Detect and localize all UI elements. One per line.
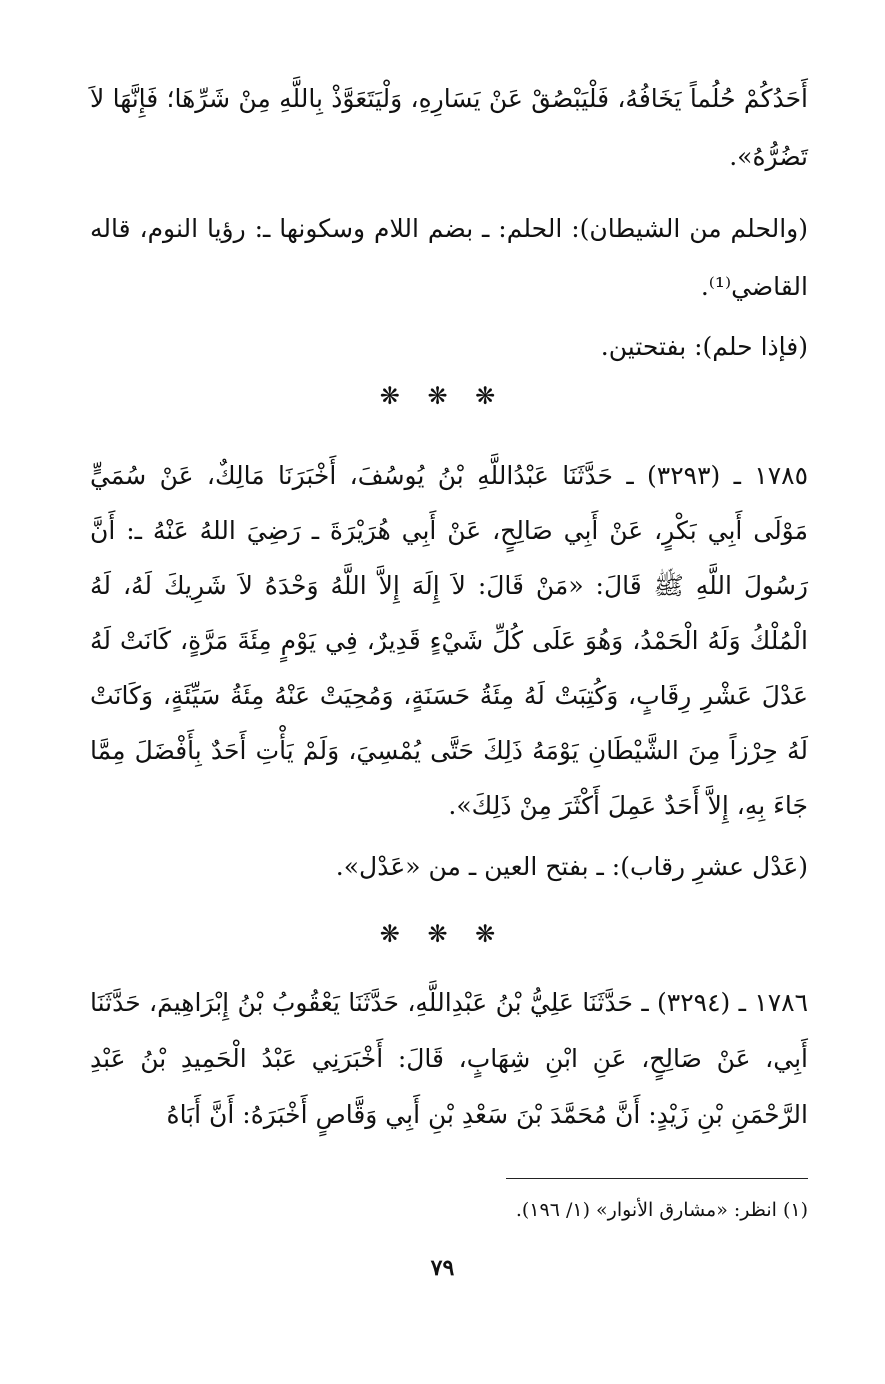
paragraph-hadith-ending: أَحَدُكُمْ حُلُماً يَخَافُهُ، فَلْيَبْصُقْ عَنْ يَسَارِهِ، وَلْيَتَعَوَّذْ بِاللَّهِ مِنْ شَرِّهَا؛ فَإِنَّهَا لاَ تَضُرُّهُ». (90, 84, 808, 171)
footnote-divider (506, 1178, 808, 1179)
section-separator: ❋ ❋ ❋ (379, 920, 506, 948)
page-number: ٧٩ (430, 1255, 455, 1281)
paragraph-commentary-halam: (فإذا حلم): بفتحتين. (600, 332, 808, 361)
footnote: (١) انظر: «مشارق الأنوار» (١/ ١٩٦). (515, 1199, 808, 1221)
paragraph-commentary-hulm: (والحلم من الشيطان): الحلم: ـ بضم اللام وسكونها ـ: رؤيا النوم، قاله القاضي⁽¹⁾. (90, 214, 808, 301)
paragraph-hadith-1786: ١٧٨٦ ـ (٣٢٩٤) ـ حَدَّثَنَا عَلِيُّ بْنُ عَبْدِاللَّهِ، حَدَّثَنَا يَعْقُوبُ بْنُ إِبْرَاهِيمَ، حَدَّثَنَا أَبِي، عَنْ صَالِحٍ، عَنِ ابْنِ شِهَابٍ، قَالَ: أَخْبَرَنِي عَبْدُ الْحَمِيدِ بْنُ عَبْدِ الرَّحْمَنِ بْنِ زَيْدٍ: أَنَّ مُحَمَّدَ بْنَ سَعْدِ بْنِ أَبِي وَقَّاصٍ أَخْبَرَهُ: أَنَّ أَبَاهُ (90, 988, 808, 1129)
paragraph-commentary-adl: (عَدْل عشرِ رقاب): ـ بفتح العين ـ من «عَدْل». (335, 852, 808, 881)
paragraph-hadith-1785: ١٧٨٥ ـ (٣٢٩٣) ـ حَدَّثَنَا عَبْدُاللَّهِ بْنُ يُوسُفَ، أَخْبَرَنَا مَالِكٌ، عَنْ سُمَيٍّ مَوْلَى أَبِي بَكْرٍ، عَنْ أَبِي صَالِحٍ، عَنْ أَبِي هُرَيْرَةَ ـ رَضِيَ اللهُ عَنْهُ ـ: أَنَّ رَسُولَ اللَّهِ ﷺ قَالَ: «مَنْ قَالَ: لاَ إِلَهَ إِلاَّ اللَّهُ وَحْدَهُ لاَ شَرِيكَ لَهُ، لَهُ الْمُلْكُ وَلَهُ الْحَمْدُ، وَهُوَ عَلَى كُلِّ شَيْءٍ قَدِيرٌ، فِي يَوْمٍ مِئَةَ مَرَّةٍ، كَانَتْ لَهُ عَدْلَ عَشْرِ رِقَابٍ، وَكُتِبَتْ لَهُ مِئَةُ حَسَنَةٍ، وَمُحِيَتْ عَنْهُ مِئَةُ سَيِّئَةٍ، وَكَانَتْ لَهُ حِرْزاً مِنَ الشَّيْطَانِ يَوْمَهُ ذَلِكَ حَتَّى يُمْسِيَ، وَلَمْ يَأْتِ أَحَدٌ بِأَفْضَلَ مِمَّا جَاءَ بِهِ، إِلاَّ أَحَدٌ عَمِلَ أَكْثَرَ مِنْ ذَلِكَ». (90, 461, 808, 820)
section-separator: ❋ ❋ ❋ (379, 382, 506, 410)
